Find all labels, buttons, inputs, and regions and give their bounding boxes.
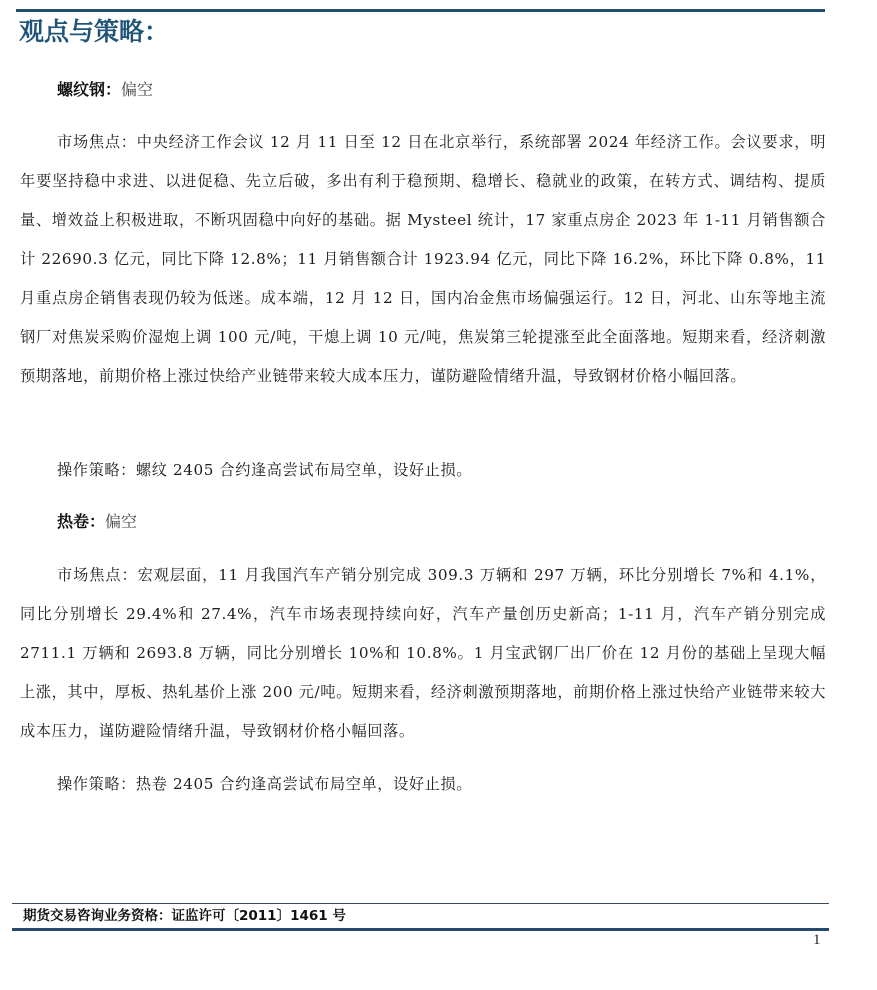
market-focus-hot-coil: 市场焦点：宏观层面，11 月我国汽车产销分别完成 309.3 万辆和 297 万辆，环比分别增长 7%和 4.1%，同比分别增长 29.4%和 27.4%，汽车市场表现持续向好，汽车产量创历史新高；1-11 月，汽车产销分别完成 2711.1 万辆和 2693.8 万辆，同比分别增长 10%和 10.8%。1 月宝武钢厂出厂价在 12 月份的基础上呈现大幅上涨，其中，厚板、热轧基价上涨 200 元/吨。短期来看，经济刺激预期落地，前期价格上涨过快给产业链带来较大成本压力，谨防避险情绪升温，导致钢材价格小幅回落。 [20,566,826,740]
strategy-rebar: 操作策略：螺纹 2405 合约逢高尝试布局空单，设好止损。 [57,461,473,479]
strategy-hot-coil: 操作策略：热卷 2405 合约逢高尝试布局空单，设好止损。 [57,775,473,793]
section-colon: ： [89,512,106,531]
section-name: 热卷 [57,512,90,531]
page-number: 1 [813,932,821,948]
section-view: 偏空 [121,80,154,99]
header-rule [16,9,825,12]
footer-rule-thin [12,903,829,904]
section-heading-rebar [57,79,153,101]
page-title: 观点与策略： [19,17,170,46]
section-view: 偏空 [105,512,138,531]
section-colon: ： [105,80,122,99]
market-focus-rebar: 市场焦点：中央经济工作会议 12 月 11 日至 12 日在北京举行，系统部署 2024 年经济工作。会议要求，明年要坚持稳中求进、以进促稳、先立后破，多出有利于稳预期、稳增长、稳就业的政策，在转方式、调结构、提质量、增效益上积极进取，不断巩固稳中向好的基础。据 Mysteel 统计，17 家重点房企 2023 年 1-11 月销售额合计 22690.3 亿元，同比下降 12.8%；11 月销售额合计 1923.94 亿元，同比下降 16.2%，环比下降 0.8%，11 月重点房企销售表现仍较为低迷。成本端，12 月 12 日，国内冶金焦市场偏强运行。12 日，河北、山东等地主流钢厂对焦炭采购价湿炮上调 100 元/吨，干熄上调 10 元/吨，焦炭第三轮提涨至此全面落地。短期来看，经济刺激预期落地，前期价格上涨过快给产业链带来较大成本压力，谨防避险情绪升温，导致钢材价格小幅回落。 [20,133,826,385]
section-heading-hot-coil [57,511,137,533]
footer-rule-thick [12,928,829,931]
section-name: 螺纹钢 [57,80,106,99]
footer-qualification: 期货交易咨询业务资格：证监许可〔2011〕1461 号 [23,908,346,924]
